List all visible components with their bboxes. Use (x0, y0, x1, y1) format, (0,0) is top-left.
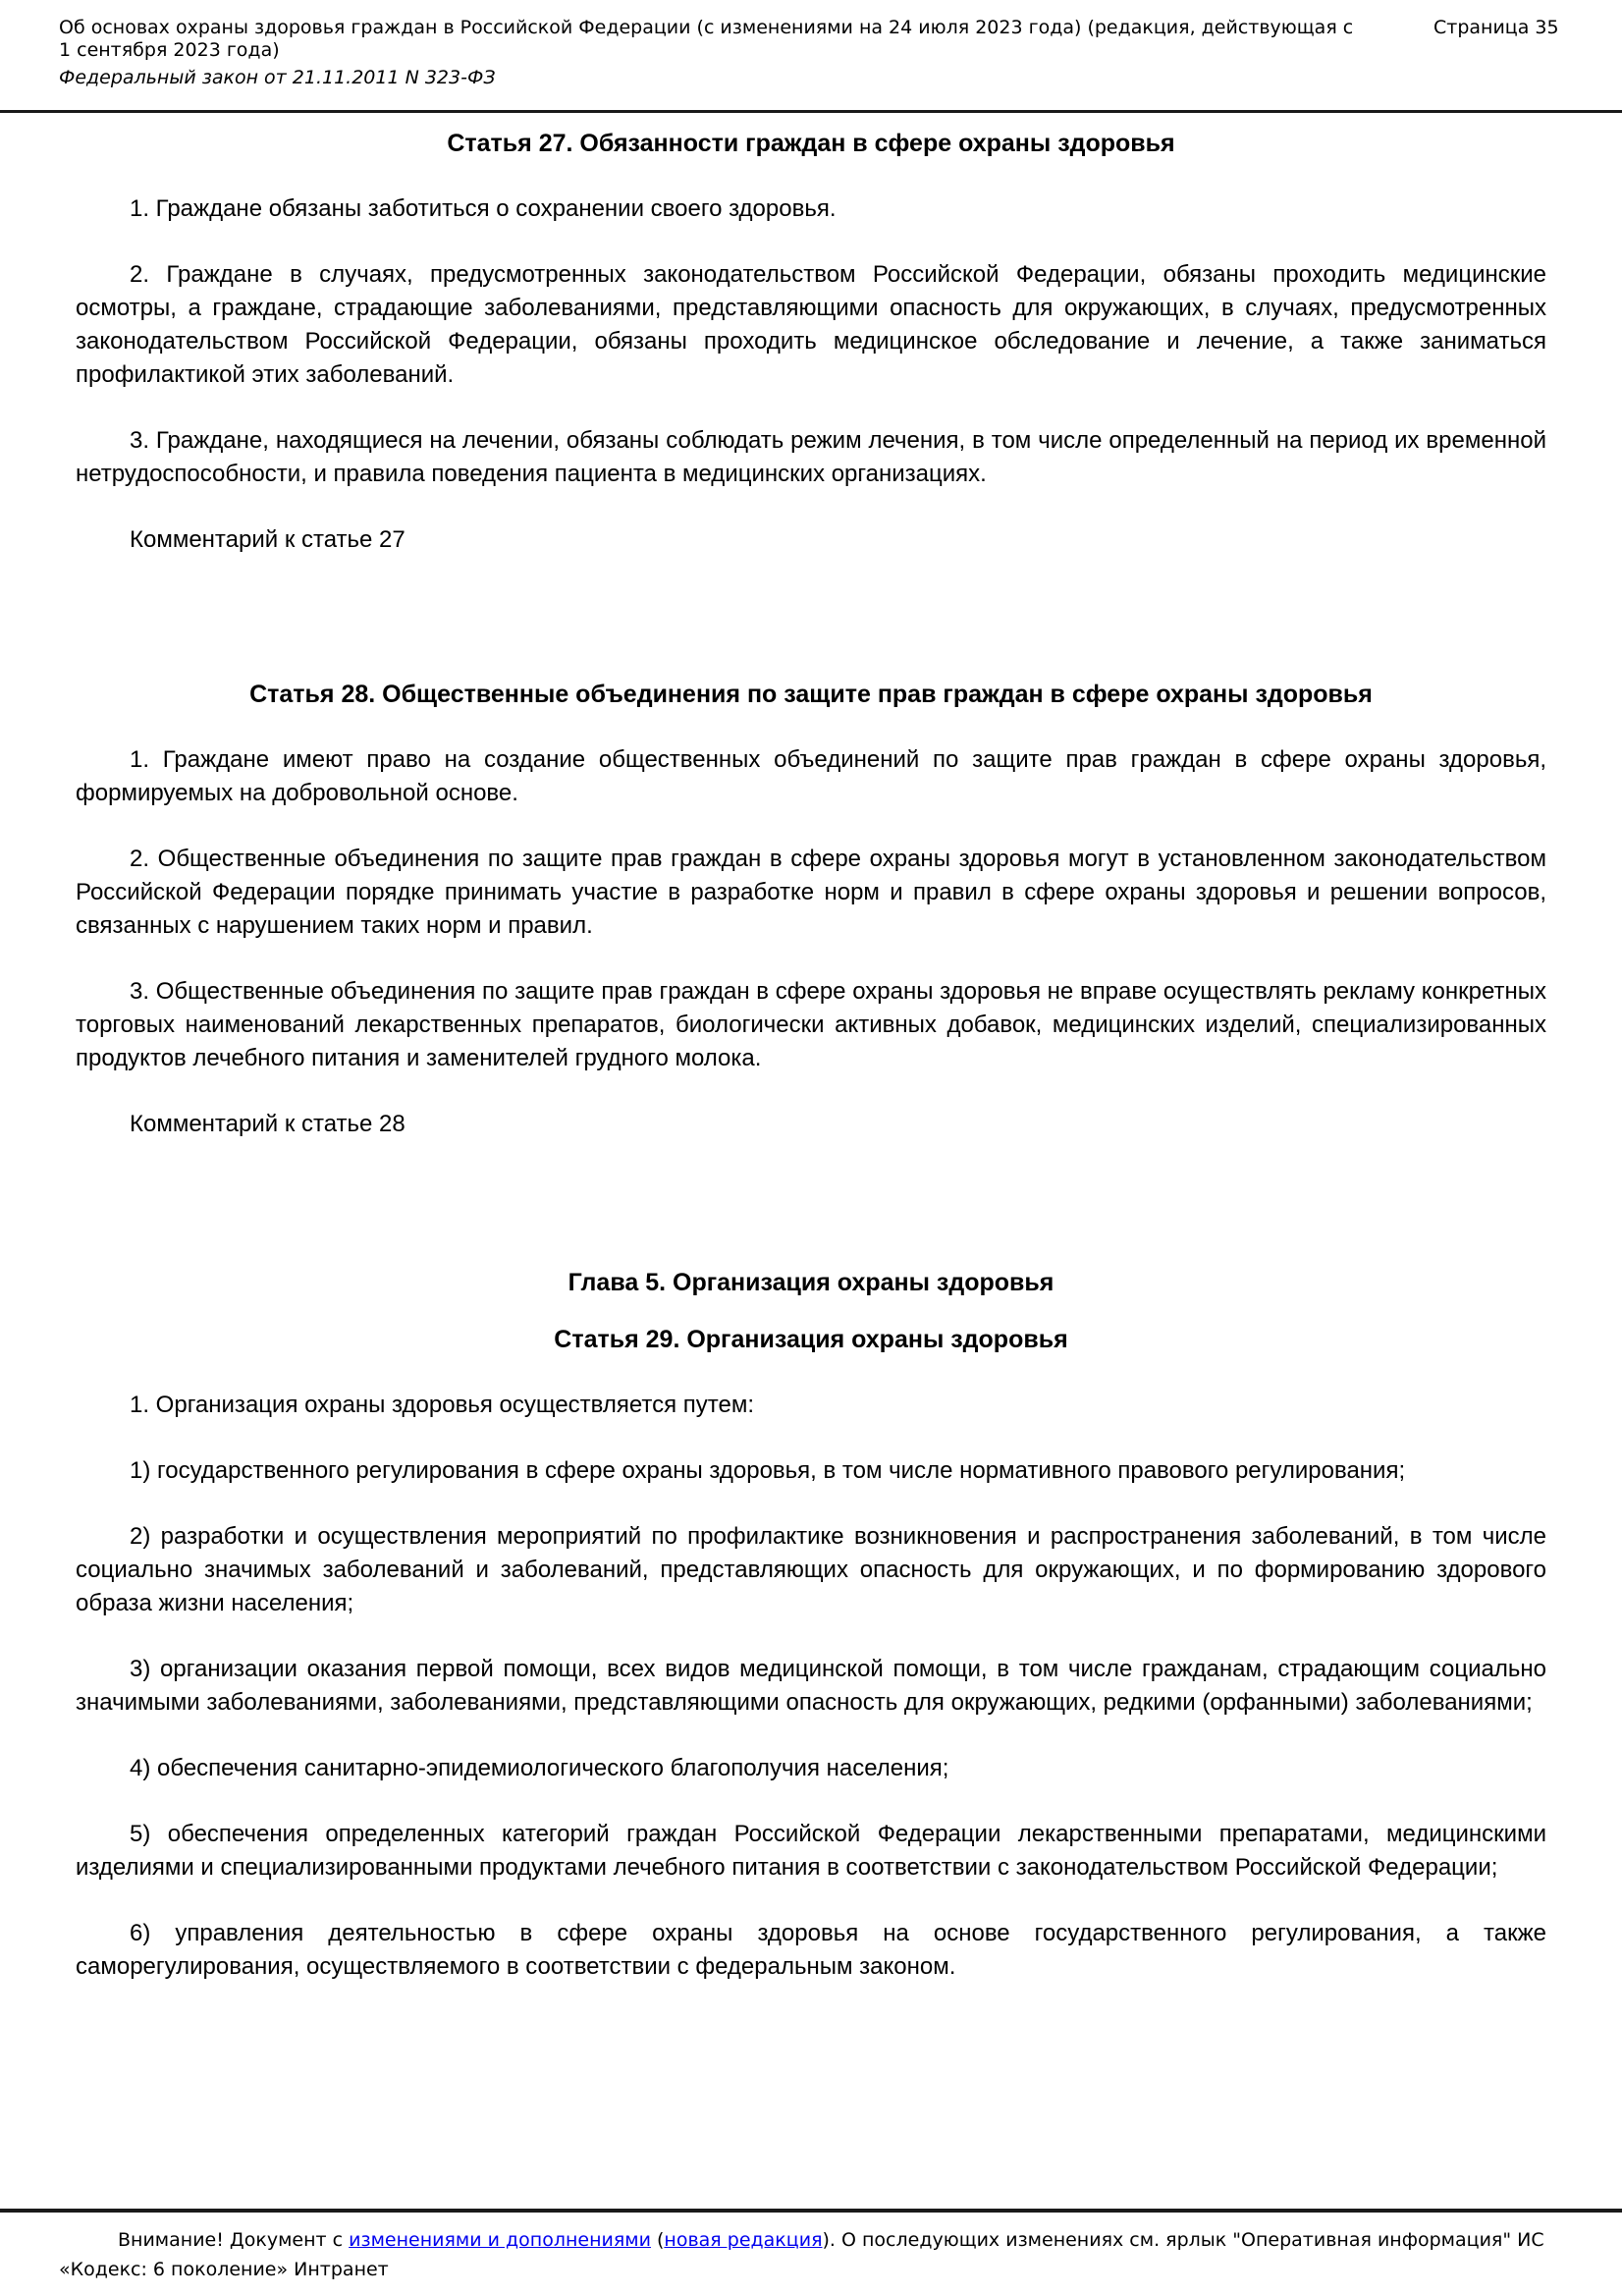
footer-notice-text: ). О последующих изменениях см. ярлык "Оперативная информация" ИС «Кодекс: 6 поколение» Интранет (59, 2229, 1544, 2280)
article-29-item-5: 5) обеспечения определенных категорий граждан Российской Федерации лекарственными препаратами, медицинскими изделиями и специализированными продуктами лечебного питания в соответствии с законодательством Российской Федерации; (76, 1821, 1546, 1881)
footer-notice (59, 2225, 1563, 2284)
article-27-paragraph-1: 1. Граждане обязаны заботиться о сохранении своего здоровья. (130, 195, 837, 222)
article-28-paragraph-1: 1. Граждане имеют право на создание общественных объединений по защите прав граждан в сфере охраны здоровья, формируемых на добровольной основе. (76, 746, 1546, 806)
article-27-paragraph-2: 2. Граждане в случаях, предусмотренных законодательством Российской Федерации, обязаны проходить медицинские осмотры, а граждане, страдающие заболеваниями, представляющими опасность для окружающих, в случаях, предусмотренных законодательством Российской Федерации, обязаны проходить медицинское обследование и лечение, а также заниматься профилактикой этих заболеваний. (76, 261, 1546, 388)
document-content (0, 127, 1622, 1984)
article-27-paragraph-3: 3. Граждане, находящиеся на лечении, обязаны соблюдать режим лечения, в том числе определенный на период их временной нетрудоспособности, и правила поведения пациента в медицинских организациях. (76, 427, 1546, 487)
article-28-paragraph-3: 3. Общественные объединения по защите прав граждан в сфере охраны здоровья не вправе осуществлять рекламу конкретных торговых наименований лекарственных препаратов, биологически активных добавок, медицинских изделий, специализированных продуктов лечебного питания и заменителей грудного молока. (76, 978, 1546, 1071)
article-29-item-4: 4) обеспечения санитарно-эпидемиологического благополучия населения; (130, 1755, 949, 1781)
article-28-paragraph-2: 2. Общественные объединения по защите прав граждан в сфере охраны здоровья могут в установленном законодательством Российской Федерации порядке принимать участие в разработке норм и правил в сфере охраны здоровья и решении вопросов, связанных с нарушением таких норм и правил. (76, 846, 1546, 939)
page-header (0, 0, 1622, 89)
document-title: Об основах охраны здоровья граждан в Российской Федерации (с изменениями на 24 июля 2023 года) (редакция, действующая с 1 сентября 2023 года) (59, 17, 1354, 61)
article-29-item-3: 3) организации оказания первой помощи, всех видов медицинской помощи, в том числе гражданам, страдающим социально значимыми заболеваниями, заболеваниями, представляющими опасность для окружающих, редкими (орфанными) заболеваниями; (76, 1656, 1546, 1716)
article-27-comment: Комментарий к статье 27 (130, 526, 406, 553)
section-gap (76, 589, 1546, 658)
page-footer (0, 2209, 1622, 2296)
header-text-block (59, 17, 1365, 89)
header-divider (0, 110, 1622, 113)
article-29-intro: 1. Организация охраны здоровья осуществляется путем: (130, 1392, 755, 1418)
article-29-item-2: 2) разработки и осуществления мероприятий по профилактике возникновения и распространения заболеваний, в том числе социально значимых заболеваний и заболеваний, представляющих опасность для окружающих, и по формированию здорового образа жизни населения; (76, 1523, 1546, 1616)
footer-notice-text: ( (650, 2229, 665, 2251)
article-29-heading: Статья 29. Организация охраны здоровья (554, 1326, 1068, 1353)
amendments-link[interactable]: изменениями и дополнениями (349, 2229, 651, 2251)
new-edition-link[interactable]: новая редакция (664, 2229, 823, 2251)
article-29-item-1: 1) государственного регулирования в сфере охраны здоровья, в том числе нормативного правового регулирования; (130, 1457, 1406, 1484)
article-27-heading: Статья 27. Обязанности граждан в сфере охраны здоровья (447, 130, 1175, 157)
page-number-label: Страница 35 (1433, 17, 1559, 38)
chapter-5-heading: Глава 5. Организация охраны здоровья (568, 1269, 1054, 1296)
footer-divider (0, 2209, 1622, 2213)
article-28-heading: Статья 28. Общественные объединения по защите прав граждан в сфере охраны здоровья (249, 681, 1373, 708)
article-29-item-6: 6) управления деятельностью в сфере охраны здоровья на основе государственного регулирования, а также саморегулирования, осуществляемого в соответствии с федеральным законом. (76, 1920, 1546, 1980)
section-gap (76, 1174, 1546, 1242)
document-subtitle: Федеральный закон от 21.11.2011 N 323-ФЗ (59, 67, 496, 88)
footer-notice-text: Внимание! Документ с (118, 2229, 350, 2251)
article-28-comment: Комментарий к статье 28 (130, 1111, 406, 1137)
